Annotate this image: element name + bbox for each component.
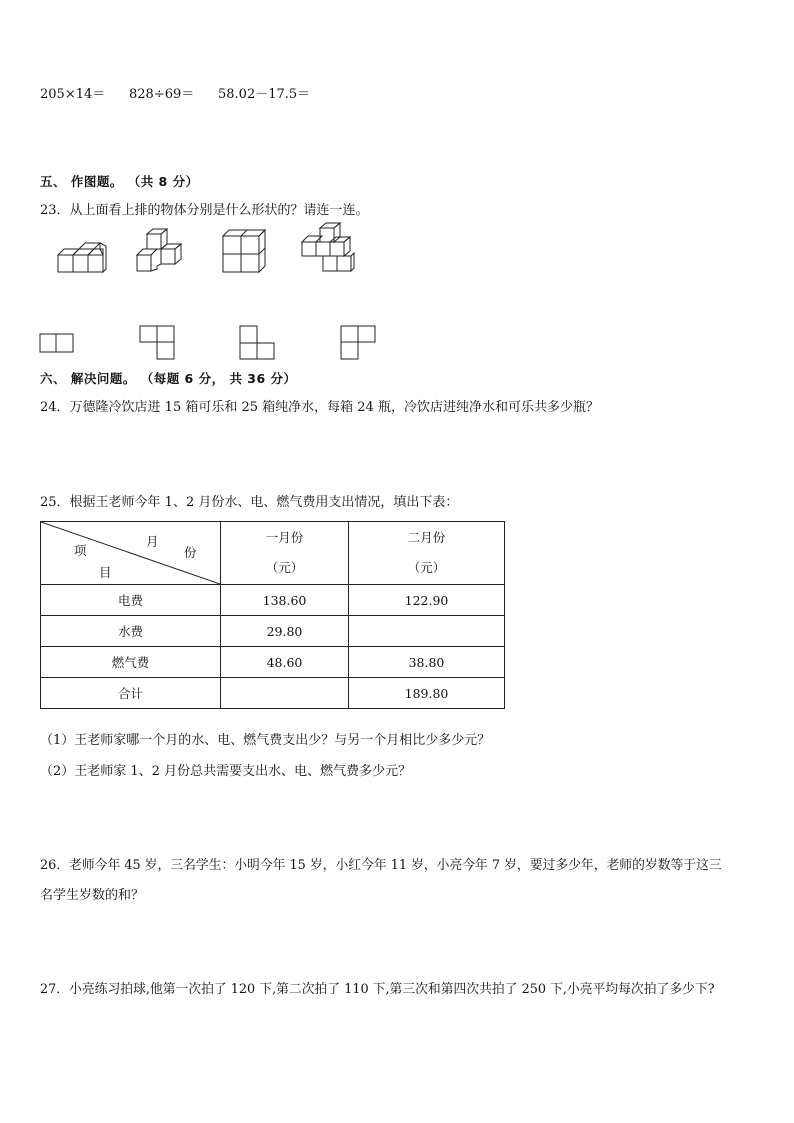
corner-month-char-2: 份	[184, 545, 197, 560]
corner-item-char-1: 项	[74, 543, 87, 558]
calc-1: 205×14＝	[40, 87, 106, 102]
question-26-line-1: 26．老师今年 45 岁，三名学生：小明今年 15 岁，小红今年 11 岁，小亮今年 7 岁，要过多少年，老师的岁数等于这三	[40, 858, 722, 873]
cell-january	[221, 678, 349, 709]
object-l-shape-cubes	[56, 238, 108, 278]
table-row	[41, 647, 505, 678]
table-corner-header	[41, 522, 221, 585]
header-february	[349, 522, 505, 585]
cell-january: 48.60	[221, 647, 349, 678]
row-label: 燃气费	[41, 647, 221, 678]
row-label: 水费	[41, 616, 221, 647]
question-23: 23．从上面看上排的物体分别是什么形状的？请连一连。	[40, 203, 369, 218]
calc-2: 828÷69＝	[129, 87, 195, 102]
view-two-squares	[39, 333, 75, 355]
cell-february: 122.90	[349, 585, 505, 616]
question-24: 24．万德隆冷饮店进 15 箱可乐和 25 箱纯净水，每箱 24 瓶，冷饮店进纯净水和可乐共多少瓶？	[40, 400, 599, 415]
corner-item-char-2: 目	[99, 565, 112, 580]
view-l-squares	[239, 325, 277, 363]
question-27: 27．小亮练习拍球,他第一次拍了 120 下,第二次拍了 110 下,第三次和第四次共拍了 250 下,小亮平均每次拍了多少下?	[40, 982, 715, 997]
question-26-line-2: 名学生岁数的和？	[40, 888, 145, 903]
cell-january: 138.60	[221, 585, 349, 616]
header-january-unit: （元）	[265, 560, 304, 575]
section-6-heading: 六、 解决问题。 （每题 6 分， 共 36 分）	[40, 371, 297, 386]
cell-february: 38.80	[349, 647, 505, 678]
header-january-name: 一月份	[265, 530, 304, 545]
question-25-part-2: （2）王老师家 1、2 月份总共需要支出水、电、燃气费多少元？	[40, 764, 412, 779]
table-row	[41, 585, 505, 616]
table-row	[41, 678, 505, 709]
section-5-heading: 五、 作图题。 （共 8 分）	[40, 174, 199, 189]
row-label: 电费	[41, 585, 221, 616]
cell-february	[349, 616, 505, 647]
calc-3: 58.02－17.5＝	[218, 87, 311, 102]
header-february-unit: （元）	[407, 560, 446, 575]
object-stepped-stack-cubes	[300, 222, 356, 276]
view-mirror-gamma-squares	[340, 325, 378, 363]
object-four-cube-block	[220, 227, 270, 275]
header-february-name: 二月份	[407, 530, 446, 545]
object-corner-stack-cubes	[134, 228, 186, 278]
expense-table	[40, 521, 505, 709]
row-label: 合计	[41, 678, 221, 709]
table-row	[41, 616, 505, 647]
corner-month-char-1: 月	[146, 534, 159, 549]
question-25-part-1: （1）王老师家哪一个月的水、电、燃气费支出少？与另一个月相比少多少元？	[40, 733, 491, 748]
header-january	[221, 522, 349, 585]
cell-february: 189.80	[349, 678, 505, 709]
question-25: 25．根据王老师今年 1、2 月份水、电、燃气费用支出情况，填出下表：	[40, 495, 459, 510]
view-gamma-squares	[139, 325, 177, 363]
cell-january: 29.80	[221, 616, 349, 647]
